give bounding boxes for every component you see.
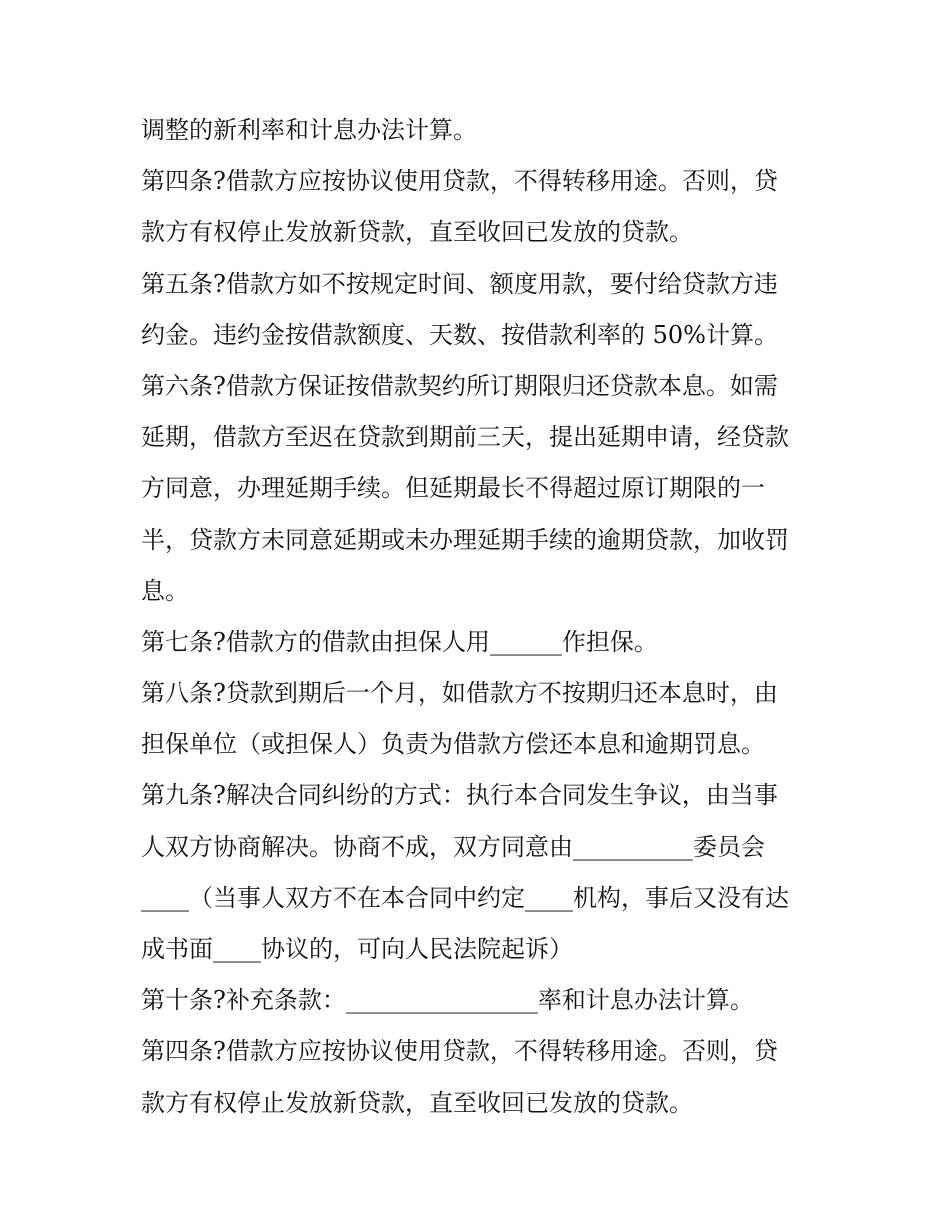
- text-line: 第五条?借款方如不按规定时间、额度用款，要付给贷款方违: [141, 269, 778, 298]
- text-line: 人双方协商解决。协商不成，双方同意由__________委员会: [141, 832, 765, 861]
- text-line: 担保单位（或担保人）负责为借款方偿还本息和逾期罚息。: [141, 730, 765, 759]
- text-line: 第十条?补充条款：________________率和计息办法计算。: [141, 986, 754, 1015]
- text-line: 第七条?借款方的借款由担保人用______作担保。: [141, 627, 658, 656]
- text-line: 息。: [141, 576, 189, 605]
- text-line: 第六条?借款方保证按借款契约所订期限归还贷款本息。如需: [141, 371, 778, 400]
- text-line: 款方有权停止发放新贷款，直至收回已发放的贷款。: [141, 218, 693, 247]
- text-line: 第九条?解决合同纠纷的方式：执行本合同发生争议，由当事: [141, 781, 778, 810]
- text-line: 第四条?借款方应按协议使用贷款，不得转移用途。否则，贷: [141, 167, 778, 196]
- text-line: 款方有权停止发放新贷款，直至收回已发放的贷款。: [141, 1088, 693, 1117]
- text-line: 第四条?借款方应按协议使用贷款，不得转移用途。否则，贷: [141, 1037, 778, 1066]
- text-line: ____（当事人双方不在本合同中约定____机构，事后又没有达: [141, 883, 789, 912]
- text-line: 约金。违约金按借款额度、天数、按借款利率的 50%计算。: [141, 320, 778, 349]
- document-body: [141, 105, 821, 1129]
- text-line: 成书面____协议的，可向人民法院起诉）: [141, 935, 573, 963]
- text-line: 调整的新利率和计息办法计算。: [141, 116, 477, 144]
- text-line: 延期，借款方至迟在贷款到期前三天，提出延期申请，经贷款: [141, 423, 789, 452]
- text-line: 半，贷款方未同意延期或未办理延期手续的逾期贷款，加收罚: [141, 525, 789, 554]
- text-line: 第八条?贷款到期后一个月，如借款方不按期归还本息时，由: [141, 679, 778, 708]
- text-line: 方同意，办理延期手续。但延期最长不得超过原订期限的一: [141, 474, 765, 503]
